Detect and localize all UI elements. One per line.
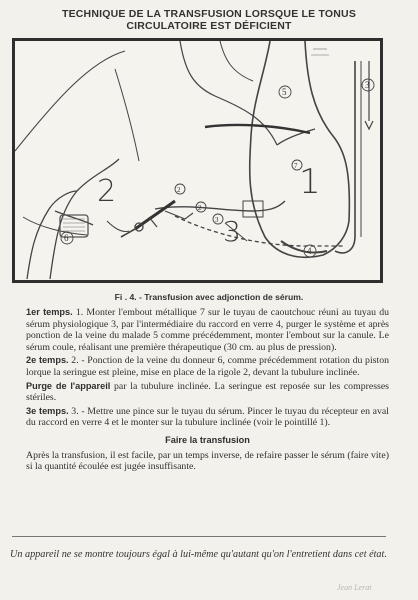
- label-7: 7: [294, 162, 298, 170]
- instructions-text: [26, 307, 389, 475]
- label-4: 4: [307, 246, 312, 256]
- step-2-paragraph: [26, 355, 389, 378]
- big-number-3: 3: [223, 215, 241, 248]
- purge-body: par la tubulure inclinée. La seringue est reposée sur les compresses stériles.: [26, 380, 389, 404]
- step-1-label: 1er temps.: [26, 307, 73, 317]
- title-line-2: CIRCULATOIRE EST DÉFICIENT: [126, 20, 292, 32]
- label-5: 5: [282, 87, 287, 97]
- purge-label: Purge de l'appareil: [26, 380, 111, 391]
- label-2-small-b: 2: [198, 204, 202, 212]
- purge-paragraph: [26, 381, 389, 404]
- illustration-drawing: [15, 41, 380, 280]
- page-title: [0, 8, 418, 32]
- label-2-small: 2: [177, 186, 181, 194]
- big-number-1: 1: [299, 162, 321, 202]
- step-1-body: 1. Monter l'embout métallique 7 sur le tuyau de caoutchouc réuni au tuyau du sérum physiologique 3, par l'intermédiaire du raccord en verre 4, purger le système et après ponction de la veine du malade 5 comme précédemment, monter l'embout sur la canule. Le sérum coule, réalisant une première thérapeutique (30 cm. au plus de pression).: [26, 307, 389, 353]
- closing-quote: Un appareil ne se montre toujours égal à lui-même qu'autant qu'on l'entretient dans cet état.: [10, 549, 387, 560]
- divider: [12, 536, 386, 537]
- label-6: 6: [64, 233, 69, 243]
- faint-signature: Jean Lerat: [337, 583, 372, 592]
- step-3-paragraph: [26, 406, 389, 429]
- label-3-small: 3: [215, 216, 219, 224]
- transfusion-illustration: [12, 38, 383, 283]
- step-1-paragraph: [26, 307, 389, 353]
- big-number-2: 2: [97, 174, 117, 209]
- label-3-top: 3: [365, 80, 370, 90]
- after-transfusion-paragraph: Après la transfusion, il est facile, par un temps inverse, de refaire passer le sérum (faire vite) si la quantité écoulée est jugée insuffisante.: [26, 449, 389, 473]
- step-2-label: 2e temps.: [26, 355, 69, 366]
- step-3-label: 3e temps.: [26, 405, 69, 416]
- figure-caption: Fi . 4. - Transfusion avec adjonction de sérum.: [114, 292, 304, 302]
- title-line-1: TECHNIQUE DE LA TRANSFUSION LORSQUE LE TONUS: [61, 8, 357, 20]
- step-3-body: 3. - Mettre une pince sur le tuyau du sérum. Pincer le tuyau du récepteur en aval du raccord en verre 4 et le monter sur la tubulure inclinée (voir le pointillé 1).: [26, 405, 389, 429]
- step-2-body: 2. - Ponction de la veine du donneur 6, comme précédemment rotation du piston lorque la seringue est pleine, mise en place de la rigole 2, devant la tubulure inclinée.: [26, 355, 390, 378]
- section-heading: Faire la transfusion: [165, 434, 250, 445]
